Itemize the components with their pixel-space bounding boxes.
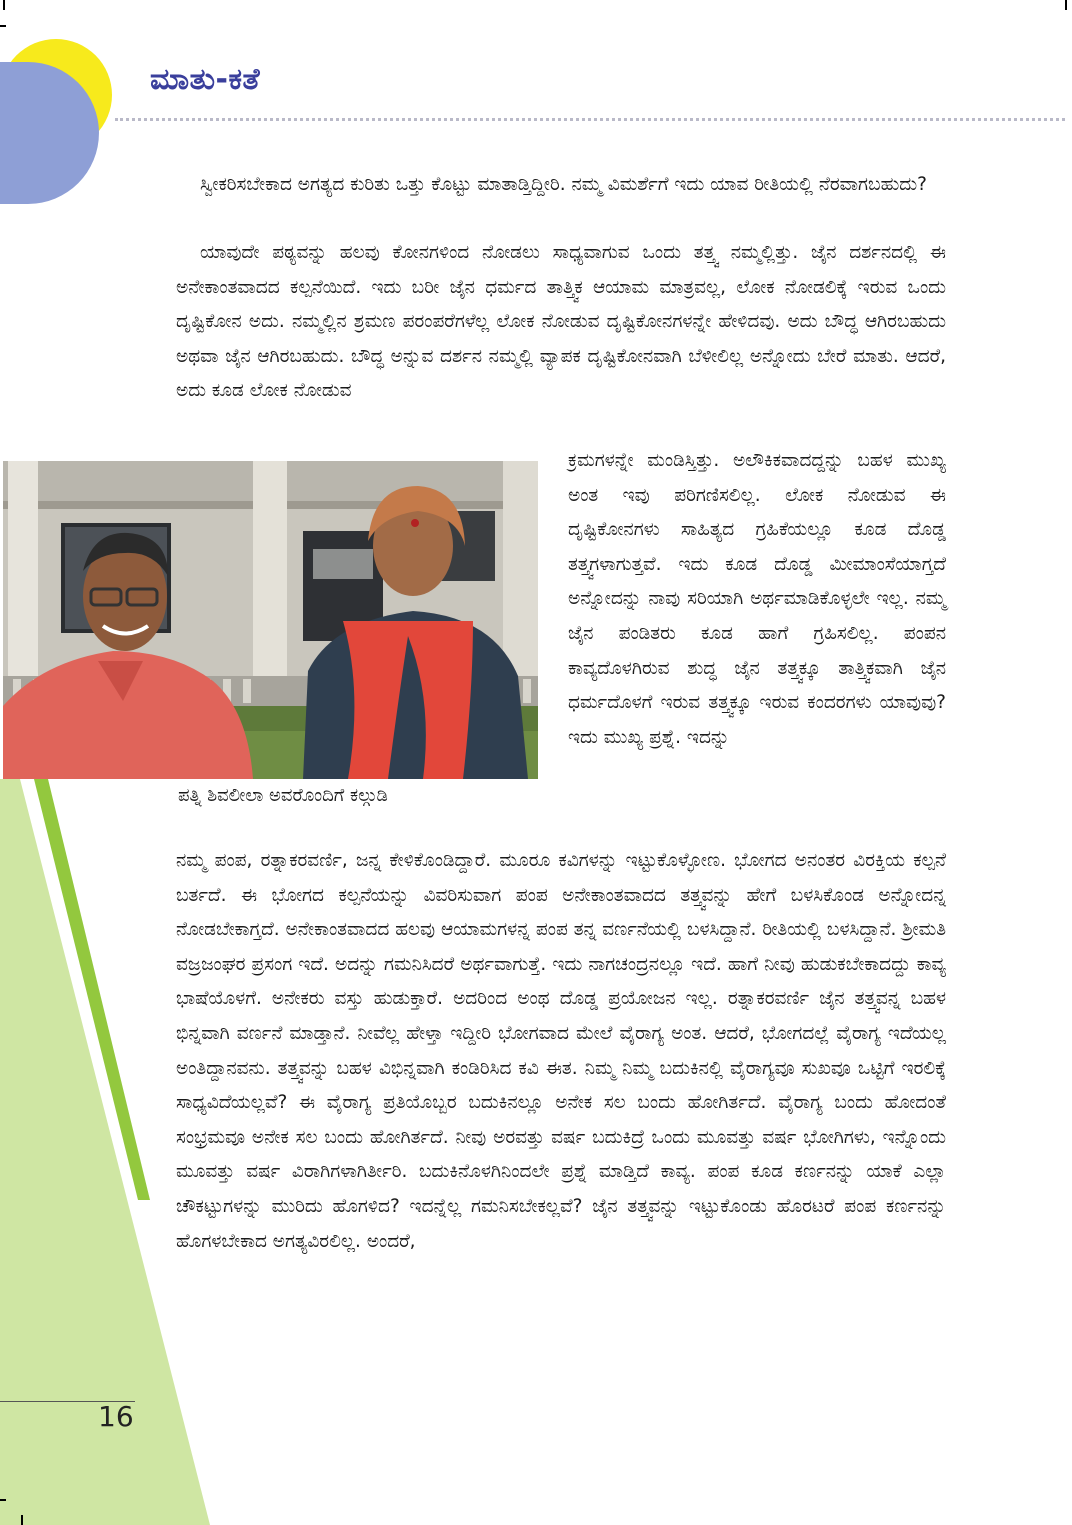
answer-paragraph-bottom: ನಮ್ಮ ಪಂಪ, ರತ್ನಾಕರವರ್ಣಿ, ಜನ್ನ ಕೇಳಿಕೊಂಡಿದ್ದಾರೆ. ಮೂರೂ ಕವಿಗಳನ್ನು ಇಟ್ಟುಕೊಳ್ಳೋಣ. ಭೋಗದ ಅನಂತರ ವಿರಕ್ತಿಯ ಕಲ್ಪನೆ ಬರ್ತದೆ. ಈ ಭೋಗದ ಕಲ್ಪನೆಯನ್ನು ವಿವರಿಸುವಾಗ ಪಂಪ ಅನೇಕಾಂತವಾದದ ತತ್ತ್ವವನ್ನು ಹೇಗೆ ಬಳಸಿಕೊಂಡ ಅನ್ನೋದನ್ನ ನೋಡಬೇಕಾಗ್ತದೆ. ಅನೇಕಾಂತವಾದದ ಹಲವು ಆಯಾಮಗಳನ್ನ ಪಂಪ ತನ್ನ ವರ್ಣನೆಯಲ್ಲಿ ಬಳಸಿದ್ದಾನೆ. ರೀತಿಯಲ್ಲಿ ಬಳಸಿದ್ದಾನೆ. ಶ್ರೀಮತಿ ವಜ್ರಜಂಘರ ಪ್ರಸಂಗ ಇದೆ. ಅದನ್ನು ಗಮನಿಸಿದರೆ ಅರ್ಥವಾಗುತ್ತೆ. ಇದು ನಾಗಚಂದ್ರನಲ್ಲೂ ಇದೆ. ಹಾಗೆ ನೀವು ಹುಡುಕಬೇಕಾದದ್ದು ಕಾವ್ಯ ಭಾಷೆಯೊಳಗೆ. ಅನೇಕರು ವಸ್ತು ಹುಡುಕ್ತಾರೆ. ಅದರಿಂದ ಅಂಥ ದೊಡ್ಡ ಪ್ರಯೋಜನ ಇಲ್ಲ. ರತ್ನಾಕರವರ್ಣಿ ಜೈನ ತತ್ತ್ವವನ್ನ ಬಹಳ ಭಿನ್ನವಾಗಿ ವರ್ಣನೆ ಮಾಡ್ತಾನೆ. ನೀವೆಲ್ಲ ಹೇಳ್ತಾ ಇದ್ದೀರಿ ಭೋಗವಾದ ಮೇಲೆ ವೈರಾಗ್ಯ ಅಂತ. ಆದರೆ, ಭೋಗದಲ್ಲೆ ವೈರಾಗ್ಯ ಇದೆಯಲ್ಲ ಅಂತಿದ್ದಾನವನು. ತತ್ತ್ವವನ್ನು ಬಹಳ ವಿಭಿನ್ನವಾಗಿ ಕಂಡಿರಿಸಿದ ಕವಿ ಈತ. ನಿಮ್ಮ ನಿಮ್ಮ ಬದುಕಿನಲ್ಲಿ ವೈರಾಗ್ಯವೂ ಸುಖವೂ ಒಟ್ಟಿಗೆ ಇರಲಿಕ್ಕೆ ಸಾಧ್ಯವಿದೆಯಲ್ಲವೆ? ಈ ವೈರಾಗ್ಯ ಪ್ರತಿಯೊಬ್ಬರ ಬದುಕಿನಲ್ಲೂ ಅನೇಕ ಸಲ ಬಂದು ಹೋಗಿರ್ತದೆ. ವೈರಾಗ್ಯ ಬಂದು ಹೋದಂತೆ ಸಂಭ್ರಮವೂ ಅನೇಕ ಸಲ ಬಂದು ಹೋಗಿರ್ತದೆ. ನೀವು ಅರವತ್ತು ವರ್ಷ ಬದುಕಿದ್ರೆ ಒಂದು ಮೂವತ್ತು ವರ್ಷ ಭೋಗಿಗಳು, ಇನ್ನೊಂದು ಮೂವತ್ತು ವರ್ಷ ವಿರಾಗಿಗಳಾಗಿರ್ತೀರಿ. ಬದುಕಿನೊಳಗಿನಿಂದಲೇ ಪ್ರಶ್ನೆ ಮಾಡ್ತಿದೆ ಕಾವ್ಯ. ಪಂಪ ಕೂಡ ಕರ್ಣನನ್ನು ಯಾಕೆ ಎಲ್ಲಾ ಚೌಕಟ್ಟುಗಳನ್ನು ಮುರಿದು ಹೊಗಳಿದ? ಇದನ್ನೆಲ್ಲ ಗಮನಿಸಬೇಕಲ್ಲವೆ? ಜೈನ ತತ್ತ್ವವನ್ನು ಇಟ್ಟುಕೊಂಡು ಹೊರಟರೆ ಪಂಪ ಕರ್ಣನನ್ನು ಹೊಗಳಬೇಕಾದ ಅಗತ್ಯವಿರಲಿಲ್ಲ. ಅಂದರೆ, [176,850,947,1252]
answer-paragraph-top: ಯಾವುದೇ ಪಠ್ಯವನ್ನು ಹಲವು ಕೋನಗಳಿಂದ ನೋಡಲು ಸಾಧ್ಯವಾಗುವ ಒಂದು ತತ್ತ್ವ ನಮ್ಮಲ್ಲಿತ್ತು. ಜೈನ ದರ್ಶನದಲ್ಲಿ ಈ ಅನೇಕಾಂತವಾದದ ಕಲ್ಪನೆಯಿದೆ. ಇದು ಬರೀ ಜೈನ ಧರ್ಮದ ತಾತ್ತ್ವಿಕ ಆಯಾಮ ಮಾತ್ರವಲ್ಲ, ಲೋಕ ನೋಡಲಿಕ್ಕೆ ಇರುವ ಒಂದು ದೃಷ್ಟಿಕೋನ ಅದು. ನಮ್ಮಲ್ಲಿನ ಶ್ರಮಣ ಪರಂಪರೆಗಳೆಲ್ಲ ಲೋಕ ನೋಡುವ ದೃಷ್ಟಿಕೋನಗಳನ್ನೇ ಹೇಳಿದವು. ಅದು ಬೌದ್ಧ ಆಗಿರಬಹುದು ಅಥವಾ ಜೈನ ಆಗಿರಬಹುದು. ಬೌದ್ಧ ಅನ್ನುವ ದರ್ಶನ ನಮ್ಮಲ್ಲಿ ವ್ಯಾಪಕ ದೃಷ್ಟಿಕೋನವಾಗಿ ಬೆಳೀಲಿಲ್ಲ ಅನ್ನೋದು ಬೇರೆ ಮಾತು. ಆದರೆ, ಅದು ಕೂಡ ಲೋಕ ನೋಡುವ [176,242,946,402]
section-title: ಮಾತು-ಕತೆ [150,62,261,97]
couple-photo [3,461,538,779]
page-number: 16 [98,1400,134,1433]
answer-paragraph-side: ಕ್ರಮಗಳನ್ನೇ ಮಂಡಿಸ್ತಿತ್ತು. ಅಲೌಕಿಕವಾದದ್ದನ್ನು ಬಹಳ ಮುಖ್ಯ ಅಂತ ಇವು ಪರಿಗಣಿಸಲಿಲ್ಲ. ಲೋಕ ನೋಡುವ ಈ ದೃಷ್ಟಿಕೋನಗಳು ಸಾಹಿತ್ಯದ ಗ್ರಹಿಕೆಯಲ್ಲೂ ಕೂಡ ದೊಡ್ಡ ತತ್ತ್ವಗಳಾಗುತ್ತವೆ. ಇದು ಕೂಡ ದೊಡ್ಡ ಮೀಮಾಂಸೆಯಾಗ್ತದೆ ಅನ್ನೋದನ್ನು ನಾವು ಸರಿಯಾಗಿ ಅರ್ಥಮಾಡಿಕೊಳ್ಳಲೇ ಇಲ್ಲ. ನಮ್ಮ ಜೈನ ಪಂಡಿತರು ಕೂಡ ಹಾಗೆ ಗ್ರಹಿಸಲಿಲ್ಲ. ಪಂಪನ ಕಾವ್ಯದೊಳಗಿರುವ ಶುದ್ಧ ಜೈನ ತತ್ತ್ವಕ್ಕೂ ತಾತ್ತ್ವಿಕವಾಗಿ ಜೈನ ಧರ್ಮದೊಳಗೆ ಇರುವ ತತ್ತ್ವಕ್ಕೂ ಇರುವ ಕಂದರಗಳು ಯಾವುವು? ಇದು ಮುಖ್ಯ ಪ್ರಶ್ನೆ. ಇದನ್ನು [568,450,946,748]
intro-question: ಸ್ವೀಕರಿಸಬೇಕಾದ ಅಗತ್ಯದ ಕುರಿತು ಒತ್ತು ಕೊಟ್ಟು ಮಾತಾಡ್ತಿದ್ದೀರಿ. ನಮ್ಮ ವಿಮರ್ಶೆಗೆ ಇದು ಯಾವ ರೀತಿಯಲ್ಲಿ ನೆರವಾಗಬಹುದು? [200,174,927,195]
dotted-divider [115,118,1065,121]
green-stripe-lower-decoration [0,1090,16,1400]
photo-caption: ಪತ್ನಿ ಶಿವಲೀಲಾ ಅವರೊಂದಿಗೆ ಕಲ್ಗುಡಿ [178,785,388,806]
